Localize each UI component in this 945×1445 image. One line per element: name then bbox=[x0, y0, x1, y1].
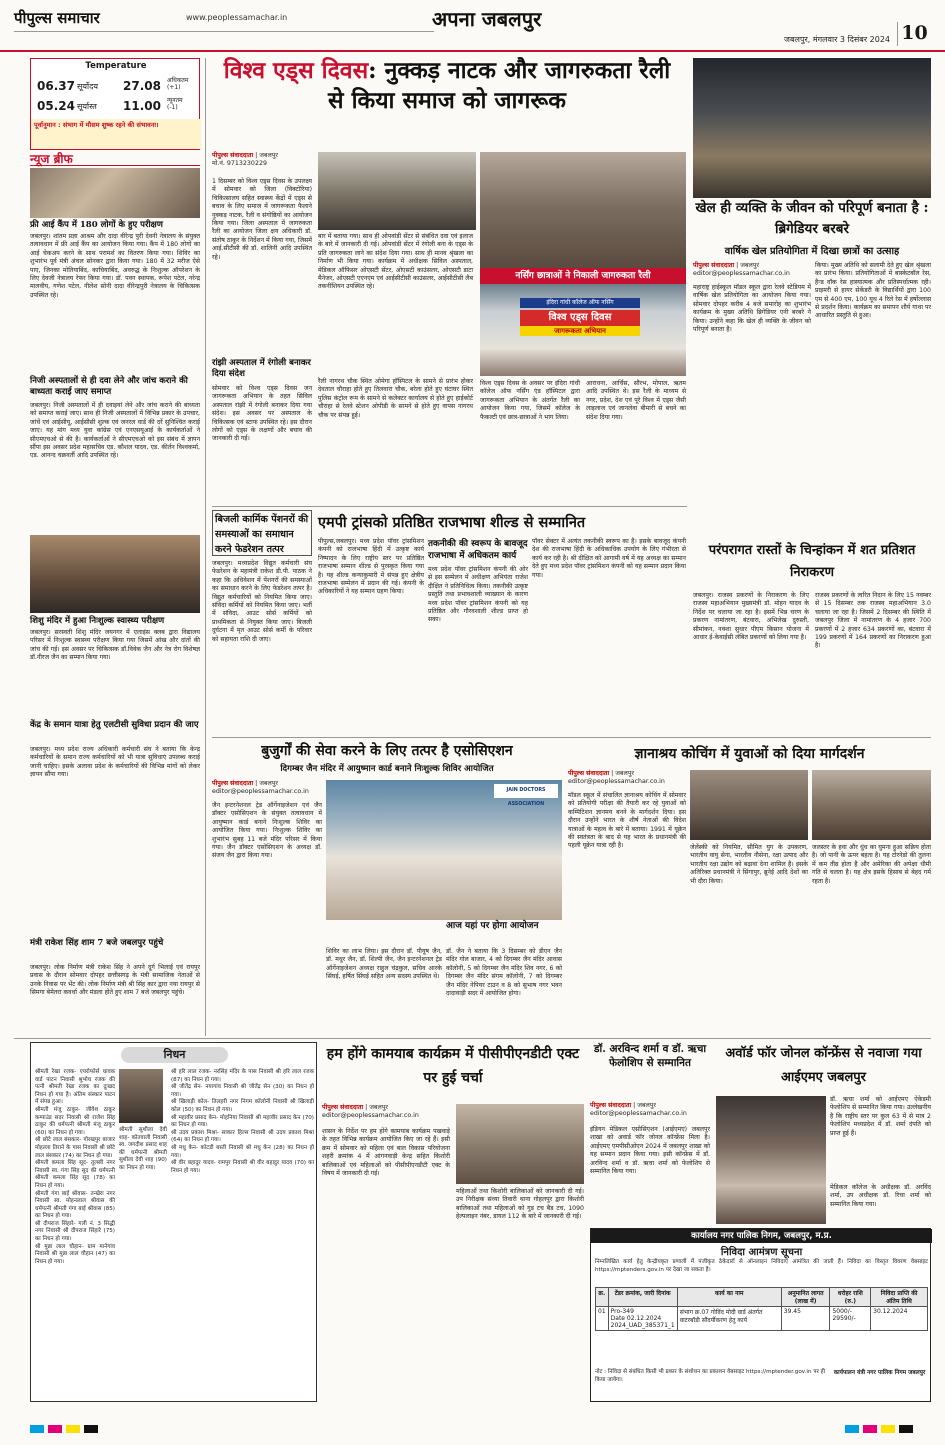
registration-mark bbox=[863, 1425, 877, 1433]
registration-mark bbox=[84, 1425, 98, 1433]
obituary-item: श्रीमती मंजू ठाकुर- जीवेश ठाकुर कम्पाउंड सदर निवासी श्री राजेश सिंह ठाकुर की धर्मपत्नी श्रीमती मंजू ठाकुर (60) का निधन हो गया। bbox=[35, 1106, 115, 1136]
pcpndt-headline: हम होंगे कामयाब कार्यक्रम में पीसीपीएनडीटी एक्ट पर हुई चर्चा bbox=[326, 1046, 580, 1086]
obituary-col-left bbox=[35, 1069, 115, 1399]
sports-body-1: महाराष्ट्र हाईस्कूल मॉडल स्कूल द्वारा रेलवे स्टेडियम में वार्षिक खेल प्रतियोगिता का आयोजन किया गया। सोमवार दोपहर करीब 4 बजे समारोह का शुभारंभ कार्यक्रम के मुख्य अतिथि ब्रिगेडियर एनी बरबरे ने किया। उन्होंने कहा कि खेल ही व्यक्ति के जीवन को परिपूर्ण बनाता है। bbox=[693, 284, 811, 334]
ima-photo bbox=[716, 1096, 826, 1224]
col-header: टेंडर क्रमांक, जारी दिनांक bbox=[608, 1288, 677, 1307]
lead-headline-red: विश्व एड्स दिवस bbox=[223, 57, 369, 84]
col-header: धरोहर राशि (रु.) bbox=[830, 1288, 871, 1307]
cell-cost: 39.45 bbox=[781, 1307, 830, 1331]
rajbhasha-headline: एमपी ट्रांसको प्रतिष्ठित राजभाषा शील्ड से सम्मानित bbox=[318, 514, 586, 531]
obituary-item: श्री मुन्ना लाल चौहान- ग्राम मानेगांव निवासी श्री मुन्ना लाल चौहान (47) का निधन हो गया। bbox=[35, 1243, 115, 1265]
weather-box bbox=[30, 58, 200, 150]
masthead-rule bbox=[14, 31, 434, 32]
lead-subhead-ranjhi: रांझी अस्पताल में रंगोली बनाकर दिया संदेश bbox=[212, 358, 311, 379]
section-rule bbox=[14, 1038, 931, 1039]
coaching-email[interactable]: editor@peoplessamachar.co.in bbox=[568, 778, 665, 785]
lead-headline bbox=[212, 56, 682, 148]
pcpndt-email[interactable]: editor@peoplessamachar.co.in bbox=[322, 1112, 419, 1119]
obituary-item: श्री मधु केन- कोटडी बस्ती निवासी श्री मधु केन (28) का निधन हो गया। bbox=[171, 1144, 314, 1159]
coaching-headline: ज्ञानाश्रय कोचिंग में युवाओं को दिया मार्गदर्शन bbox=[634, 746, 865, 762]
pensioners-headline: बिजली कार्मिक पेंशनरों की समस्याओं का समाधान करने फेडरेशन तत्पर bbox=[212, 510, 312, 556]
pcpndt-body-1: शासन के निर्देश पर हम होंगे कामयाब कार्यक्रम पखवाड़े के तहत विभिन्न कार्यक्रम आयोजित किए जा रहे हैं। इसी क्रम में सोमवार को महिला एवं बाल विकास परियोजना शहरी क्रमांक 4 में आंगनवाड़ी केन्द्र सहित किशोरी बालिकाओं एवं महिलाओं को पीसीपीएनडीटी एक्ट के विषय में जानकारी दी गई। bbox=[322, 1128, 450, 1178]
obituary-item: श्री उदय प्रकाश मिश्रा- साकार हिल्स निवासी श्री उदय प्रकाश मिश्रा (64) का निधन हो गया। bbox=[171, 1129, 314, 1144]
obituary-item: श्रीमती रेखा रजक- एयरोफोर्स धावक वार्ड पाटन निवासी श्रुभोध रजक की पत्नी श्रीमती रेखा रजक का दुःखद निधन हो गया है। अंतिम संस्कार पाटन में संपन्न हुआ। bbox=[35, 1069, 115, 1106]
health-camp-photo bbox=[30, 535, 200, 613]
eye-camp-photo bbox=[30, 168, 200, 218]
brief-headline-4: केंद्र के समान यात्रा हेतु एलटीसी सुविधा प्रदान की जाए bbox=[30, 720, 199, 730]
tender-office: कार्यालय नगर पालिक निगम, जबलपुर, म.प्र. bbox=[591, 1229, 932, 1243]
elderly-body-1: जैन इन्टरनेशनल ट्रेड ऑर्गेनाइजेशन एवं जैन डॉक्टर एसोसिएशन के संयुक्त तत्वावधान में आयुष्मान कार्ड बनाने निःशुल्क शिविर का आयोजित किया गया। निःशुल्क शिविर का शुभारंभ सुबह 11 बजे मंदिर परिसर में किया गया। जैन डॉक्टर एसोसिएशन के अध्यक्ष डॉ. संजय जैन द्वारा किया गया। bbox=[212, 802, 322, 860]
min-temp: 11.00 bbox=[123, 99, 161, 113]
sports-headline: खेल ही व्यक्ति के जीवन को परिपूर्ण बनाता है : ब्रिगेडियर बरबरे bbox=[695, 200, 929, 237]
obituary-item: श्रीमती कमला सिंह सूद- तुलसी नगर निवासी स्व. गंगा सिंह सूद की धर्मपत्नी श्रीमती कमला सिंह सूद (78) का निधन हो गया। bbox=[35, 1160, 115, 1189]
doctors-headline: डॉ. अरविन्द शर्मा व डॉ. ऋचा फेलोशिप से सम्मानित bbox=[593, 1043, 707, 1069]
weather-title: Temperature bbox=[85, 61, 147, 71]
boundary-body-2: राजस्व प्रकरणों के त्वरित निदान के लिए 15 नवम्बर से 15 दिसम्बर तक राजस्व महाअभियान 3.0 चलाया जा रहा है। जिसमें 2 दिसम्बर की स्थिति में जबलपुर जिला में नामांतरण के 4 हजार 700 प्रकरणों में 2 हजार 634 प्रकरणों का, बंटवारा में 199 प्रकरणों में 164 प्रकरणों का निराकरण हुआ है। bbox=[815, 592, 931, 650]
coaching-photo-1 bbox=[690, 770, 808, 840]
brief-body-3: जबलपुर। सरस्वती शिशु मंदिर जयनगर में एलाइंस क्लब द्वारा विद्यालय परिसर में निःशुल्क स्वास्थ्य परीक्षण किया गया जिसमें आंख और दांतों की जांच की गई। इस अवसर पर चिकित्सक डॉ.विवेक जैन और नेत्र रोग विशेषज्ञ डॉ.नीरज जैन का सम्मान किया गया। bbox=[30, 629, 200, 662]
page-number: 10 bbox=[897, 22, 931, 46]
obituary-title: निधन bbox=[121, 1047, 228, 1063]
nursing-rally-photo bbox=[480, 284, 686, 376]
column-rule bbox=[205, 58, 206, 1036]
table-row bbox=[596, 1307, 928, 1331]
tender-intro: निम्नलिखित कार्य हेतु केन्द्रीयकृत प्रणाली में पंजीकृत ठेकेदारों से ऑनलाइन निविदाएँ आमंत्रित की जाती हैं। निविदा का विस्तृत विवरण वेबसाइट https://mptenders.gov.in पर देखा जा सकता है। bbox=[595, 1259, 928, 1273]
rajbhasha-sub-body-2: पॉवर सेक्टर में अत्यंत तकनीकी स्वरूप का है। इसके बावजूद कंपनी देश की राजभाषा हिंदी के अधिकाधिक उपयोग के लिए गंभीरता से कार्य कर रही है। श्री दीक्षित को आगामी वर्ष में यह अध्यक्ष का सम्मान देते हुए मध्य प्रदेश पॉवर ट्रांसमिशन कंपनी को यह सम्मान प्रदान किया गया। bbox=[532, 538, 686, 579]
obituary-item: श्री खिलाड़ी कोल- तिलहरी नगर निगम कॉलोनी निवासी श्री खिलाड़ी कोल (50) का निधन हो गया। bbox=[171, 1099, 314, 1113]
coaching-body-3: जलस्तर के हवा और धुंध का घुमना हुआ सक्रिय होता है। जो पानी के ऊपर बहता है। यह टोरनेडो की तुलना में कम तीव्र होता है और अमेरिका की अपेक्षा धीमी गति से चलता है। यह क्षेत्र इसके हिसाब से बेहद गर्म रहता है। bbox=[812, 844, 931, 885]
obituary-item: श्री हरि लाल रजक- नरसिंह मंदिर के पास निवासी श्री हरि लाल रजक (87) का निधन हो गया। bbox=[171, 1069, 314, 1083]
issue-date: जबलपुर, मंगलवार 3 दिसंबर 2024 bbox=[784, 35, 890, 44]
lead-body-1: 1 दिसम्बर को विश्व एड्स दिवस के उपलक्ष्य में सोमवार को जिला (विक्टोरिया) चिकित्सालय सहित स्वास्थ्य केंद्रों में एड्स से बचाव के लिए समाज में जागरूकता फैलाने नुक्कड़ नाटक, रैली व संगोष्ठियों का आयोजन किया गया। जिला अस्पताल में जागरुकता रैली का आयोजन जिला क्षय अधिकारी डॉ. संतोष ठाकुर के निर्देशन में किया गया, जिसमें आई.सीटीसी की डॉ. शालिनी आदि उपस्थित रहे। bbox=[212, 178, 312, 261]
registration-mark bbox=[899, 1425, 913, 1433]
coaching-body-1: मॉडल स्कूल में संचालित ज्ञानाश्रय कोचिंग में सोमवार को प्रतियोगी परीक्षा की तैयारी कर रहे युवाओं को कम्पिटिशन ज्ञानमय बनने के मार्गदर्शन दिया। इस दौरान उन्होंने भारत के शीर्ष नेताओं की विदेश यात्राओं के महत्व के बारे में बताया। 1991 में यूक्रेन की स्वतंत्रता के बाद से यह भारत के प्रधानमंत्री की पहली यूक्रेन यात्रा रही है। bbox=[568, 792, 686, 850]
sports-byline: पीपुल्स संवाददाता | जबलपुर editor@peoplessamachar.co.in bbox=[693, 262, 790, 277]
brief-body-4: जबलपुर। मध्य प्रदेश राज्य अधिकारी कर्मचारी संघ ने बताया कि केन्द्र कर्मचारियों के समान राज्य कर्मचारियों को भी यात्रा सुविधाएं उपलब्ध कराई जानी चाहिए। इसके अलावा प्रदेश के कर्मचारियों की विभिन्न मांगों को लेकर ज्ञापन सौंपा गया। bbox=[30, 746, 200, 779]
obituary-item: श्रीमती गंगा बाई श्रीवास- तन्खेरा नगर निवासी स्व. मोहनलाल श्रीवास की धर्मपत्नी श्रीमती गंगा बाई श्रीवास (85) का निधन हो गया। bbox=[35, 1190, 115, 1220]
brief-body-5: जबलपुर। लोक निर्माण मंत्री राकेश सिंह ने अपने दूर्ग भिलाई एवं रायपुर प्रवास के दौरान सोमवार दोपहर छत्तीसगढ़ के मंत्री सामाजिक नेताओं से उनके निवास पर भेंट की। लोक निर्माण मंत्री श्री सिंह कार द्वारा नया रायपुर से सिमगा बेमेतरा कवर्धा और मंडला होते हुए शाम 7 बजे जबलपुर पहुंचे। bbox=[30, 964, 200, 997]
brief-headline-2: निजी अस्पतालों से ही दवा लेने और जांच कराने की बाध्यता कराई जाए समाप्त bbox=[30, 376, 188, 397]
website[interactable]: www.peoplessamachar.in bbox=[186, 13, 288, 22]
elderly-photo bbox=[326, 780, 562, 920]
obituary-item: श्री दीपराज सिंहारे- गली नं. 3 सिद्धी नगर निवासी श्री दीपराज सिंहारे (75) का निधन हो गया। bbox=[35, 1220, 115, 1243]
lead-body-4: रैली नागरथ चौक स्थित ओमेगा हॉस्पिटल के सामने से प्रारंभ होकर देवताल चौराहा होते हुए तिलवारा चौक, बरेला होते हुए घंटाघर स्थित पुलिस कंट्रोल रूम के सामने से कलेक्टर कार्यालय से होते हुए हाईकोर्ट चौराहा से रेलवे स्टेशन ओपीडी के सामने से होते हुए वापस नागरथ चौक पर संपन्न हुई। bbox=[318, 378, 473, 419]
lead-body-3: बार में बताया गया। साथ ही ओपवांडी सेंटर से संबंधित दवा एवं इलाज के बारे में जानकारी दी गई। ओपवांडी सेंटर में रंगोली बना के एड्स के प्रति जागरुकता लाने का संदेश दिया गया। साथ ही मानव श्रृंखला का निर्माण भी किया गया। कार्यक्रम में अधीक्षक सिविल अस्पताल, मेडिकल ऑफिसर ओएसटी सेंटर, ओएसटी काउंसलर, ओएसटी डाटा मैनेजर, ओएसटी एएनएम एवं आईसीटीसी काउंसलर, आईसीटीसी लैब तकनीशियन उपस्थित रहे। bbox=[318, 233, 473, 291]
col-header: अनुमानित लागत (लाख में) bbox=[781, 1288, 830, 1307]
registration-mark bbox=[48, 1425, 62, 1433]
boundary-headline: परंपरागत रास्तों के चिन्हांकन में शत प्रतिशत निराकरण bbox=[708, 543, 916, 580]
rajbhasha-body: पीपुल्स,जबलपुर। मध्य प्रदेश पॉवर ट्रांसमिशन कंपनी को राजभाषा हिंदी में उत्कृष्ट कार्य निष्पादन के लिए राष्ट्रीय स्तर पर प्रतिष्ठित राजभाषा सम्मान शील्ड से पुरस्कृत किया गया है। यह शील्ड कन्याकुमारी में संपन्न हुए क्षेत्रीय राजभाषा सम्मेलन में प्रदान की गई। कंपनी के अधिकारियों ने यह सम्मान ग्रहण किया। bbox=[318, 538, 424, 596]
tender-footer: नोट : निविदा से संबंधित किसी भी प्रकार के संशोधन का प्रकाशन वेबसाइट https://mptender.gov.in पर ही किया जायेगा। bbox=[595, 1369, 825, 1383]
tender-table-grid bbox=[595, 1287, 928, 1331]
nursing-caption-bar: नर्सिंग छात्राओं ने निकाली जागरुकता रैली bbox=[480, 268, 686, 284]
tender-title: निविदा आमंत्रण सूचना bbox=[720, 1247, 803, 1258]
obituary-photo bbox=[119, 1069, 163, 1123]
obituary-item: श्री छोटे लाल बंसकार- गोरखपुर बाजार मोहल्ला तिराने के पास निवासी श्री छोटे लाल बंसकार (74) का निधन हो गया। bbox=[35, 1137, 115, 1159]
section-rule bbox=[212, 737, 931, 738]
banner-aids-day: विश्व एड्स दिवस bbox=[520, 310, 640, 326]
lead-photo-group bbox=[480, 152, 686, 268]
doctors-email[interactable]: editor@peoplessamachar.co.in bbox=[590, 1110, 687, 1117]
brief-headline-5: मंत्री राकेश सिंह शाम 7 बजे जबलपुर पहुंचे bbox=[30, 938, 164, 948]
cell-last-date: 30.12.2024 bbox=[871, 1307, 928, 1331]
max-label: अधिकतम (+1) bbox=[167, 77, 189, 91]
logo[interactable]: पीपुल्स समाचार bbox=[14, 9, 100, 27]
registration-mark bbox=[881, 1425, 895, 1433]
tender-signature: कार्यपालन यंत्री नगर पालिक निगम जबलपुर bbox=[833, 1370, 926, 1376]
banner-college: इंदिरा गांधी कॉलेज ऑफ नर्सिंग bbox=[520, 298, 640, 308]
sports-subhead: वार्षिक खेल प्रतियोगिता में दिखा छात्रों का उत्साह bbox=[724, 246, 900, 257]
nursing-body-2: आराधना, आर्चिस, सौरभ, मोपाल, ऋतम आदि उपस्थित थे। इस रैली के माध्यम से नगर, प्रदेश, देश एवं पूरे विश्व में एड्स जैसी लाइलाज एवं जानलेवा बीमारी से बचने का संदेश दिया गया। bbox=[586, 380, 686, 421]
sunset-time: 05.24 bbox=[37, 99, 75, 113]
news-brief-title: न्यूज ब्रीफ bbox=[30, 150, 200, 166]
sunrise-time: 06.37 bbox=[37, 79, 75, 93]
coaching-byline: पीपुल्स संवाददाता | जबलपुर editor@peoplessamachar.co.in bbox=[568, 770, 665, 785]
elderly-headline: बुजुर्गों की सेवा करने के लिए तत्पर है एसोसिएशन bbox=[261, 743, 513, 759]
obituary-col-mid bbox=[119, 1127, 167, 1399]
col-header: निविदा प्राप्ति की अंतिम तिथि bbox=[871, 1288, 928, 1307]
cell-work: संभाग क्र.07 गोविंद मोदी वार्ड अंतर्गत वाटरबॉडी सौंदर्यीकरण हेतु कार्य bbox=[677, 1307, 781, 1331]
max-temp: 27.08 bbox=[123, 79, 161, 93]
lead-byline: पीपुल्स संवाददाता | जबलपुर मो.नं. 9713230229 bbox=[212, 152, 278, 167]
cell-deposit: 5000/- 29590/- bbox=[830, 1307, 871, 1331]
col-header: कार्य का नाम bbox=[677, 1288, 781, 1307]
registration-mark bbox=[30, 1425, 44, 1433]
pcpndt-photo bbox=[456, 1104, 584, 1184]
lead-photo-rally bbox=[318, 152, 476, 230]
weather-forecast: पूर्वानुमान : संभाग में मौसम शुष्क रहने की संभावना। bbox=[31, 119, 201, 149]
doctors-byline: पीपुल्स संवाददाता | जबलपुर editor@peoplessamachar.co.in bbox=[590, 1102, 687, 1117]
ima-body-2: मेडिकल कॉलेज के अधीक्षक डॉ. अरविंद शर्मा, उप अधीक्षक डॉ. रिचा शर्मा को सम्मानित किया गया। bbox=[830, 1184, 931, 1208]
sports-photo bbox=[693, 58, 931, 198]
sunset-label: सूर्यास्त bbox=[77, 102, 97, 111]
obituary-item: श्रीमती सुशीला देवी शाह- कोतवाली निवासी स्व. जगदीश प्रसाद शाह की धर्मपत्नी श्रीमती सुशीला देवी शाह (90) का निधन हो गया। bbox=[119, 1127, 167, 1171]
sports-email[interactable]: editor@peoplessamachar.co.in bbox=[693, 270, 790, 277]
pcpndt-byline: पीपुल्स संवाददाता | जबलपुर editor@peoplessamachar.co.in bbox=[322, 1104, 419, 1119]
lead-headline-black: : नुक्कड़ नाटक और जागरुकता रैली से किया समाज को जागरूक bbox=[328, 57, 671, 114]
obituary-item: श्री महावीर प्रसाद केन- मोहनिया निवासी श्री महावीर प्रसाद केन (70) का निधन हो गया। bbox=[171, 1114, 314, 1129]
boundary-body-1: जबलपुर। राजस्व प्रकरणों के निराकरण के लिए राजस्व महाअभियान मुख्यमंत्री डॉ. मोहन यादव के निर्देश पर चलाया जा रहा है। इसमें भिन्न चरण के प्रकरण नामांतरण, बंटवारा, अभिलेख दुरुस्ती, सीमांकन, नक्शा सुधार पीएम किसान योजना में आधार ई-केवाईसी लंबित प्रकरणों को लिया गया है। bbox=[693, 592, 809, 642]
obituary-col-right bbox=[171, 1069, 314, 1399]
ima-headline: अवॉर्ड फॉर जोनल कॉन्फ्रेंस से नवाजा गया आईएमए जबलपुर bbox=[725, 1046, 922, 1085]
tender-notice bbox=[590, 1228, 931, 1402]
sunrise-label: सूर्योदय bbox=[77, 82, 99, 91]
sports-body-2: किया। मुख्य अतिथि को सलामी देते हुए खेल श्रृंखला का प्रारंभ किया। प्रतियोगिताओं में बास्केटबॉल रेस, हैन्ड वॉक रेस हास्यात्मक और प्रतिस्पर्धात्मक रही। प्राइमरी से हायर सेकेंडरी के विद्यार्थियों द्वारा 100 एम से 400 एम, 100 यूथ 4 रिले रेस में हर्षोल्लास से प्रदर्शन किया। कार्यक्रम का समापन शौर्य गाथा पर आधारित प्रस्तुति से हुआ। bbox=[815, 262, 931, 320]
coaching-body-2: जेलेंस्की को नियमित, सीमित युग के उपकरण, भारतीय वायु सेना, भारतीय नौसेना, रक्षा उत्पाद और भारतीय रक्षा उद्योग को बढ़ावा देना शामिल है। इसके अतिरिक्त प्रधानमंत्री ने सिंगापुर, ब्रुनेई आदि देशों का भी दौरा किया। bbox=[690, 844, 808, 885]
today-headline: आज यहां पर होगा आयोजन bbox=[446, 921, 539, 931]
elderly-byline: पीपुल्स संवाददाता | जबलपुर editor@peoplessamachar.co.in bbox=[212, 780, 309, 795]
obituary-item: श्री जीतेंद्र सेन- नयागांव निवासी श्री जीतेंद्र सेन (30) का निधन हो गया। bbox=[171, 1084, 314, 1098]
today-body: डॉ. जैन ने बताया कि 3 दिसम्बर को डीएन जैन मंदिर गोल बाजार, 4 को दिगम्बर जैन मंदिर आवास कॉलोनी, 5 को दिगम्बर जैन मंदिर शिव नगर, 6 को दिगम्बर जैन मंदिर संगम कॉलोनी, 7 को दिगम्बर जैन मंदिर नेपियर टाउन व 8 को सुभाष नगर भवन दादावाड़ी सदर में आयोजित होगा। bbox=[446, 948, 562, 998]
section-title: अपना जबलपुर bbox=[432, 7, 542, 31]
lead-body-2: सोमवार को विश्व एड्स दिवस जन जागरूकता अभियान के तहत सिविल अस्पताल रांझी में रंगोली बनाकर दिया गया संदेश। इस अवसर पर अस्पताल के चिकित्सक एवं स्टाफ उपस्थित रहे। इस दौरान लोगों को एड्स के लक्षणों और बचाव की जानकारी दी गई। bbox=[212, 385, 312, 443]
elderly-subhead: दिगम्बर जैन मंदिर में आयुष्मान कार्ड बनाने निःशुल्क शिविर आयोजित bbox=[280, 764, 494, 774]
table-header-row bbox=[596, 1288, 928, 1307]
rajbhasha-subhead: तकनीकी की स्वरूप के बावजूद राजभाषा में अधिकतम कार्य bbox=[428, 539, 528, 561]
elderly-body-2: शिविर का लाभ लिया। इस दौरान डॉ. पीयूष जैन, डॉ. मधुर जैन, डॉ. शिल्पी जैन, जैन इन्टरनेशनल ट्रेड ऑर्गेनाइजेशन अध्यक्ष राहुल चंद्रकुल, सचिव आरके सिंघई, हर्षित सिंघई सहित अन्य सदस्य उपस्थित थे। bbox=[326, 948, 442, 981]
nursing-body-1: विश्व एड्स दिवस के अवसर पर इंदिरा गांधी कॉलेज ऑफ नर्सिंग एंड हॉस्पिटल द्वारा जागरूकता अभियान के अंतर्गत रैली का आयोजन किया गया, जिसमें कॉलेज के फैकल्टी एवं छात्र-छात्राओं ने भाग लिया। bbox=[480, 380, 580, 421]
brief-headline-3: शिशु मंदिर में हुआ निःशुल्क स्वास्थ्य परीक्षण bbox=[30, 616, 165, 626]
registration-mark bbox=[845, 1425, 859, 1433]
brief-body-1: जबलपुर। शांतम प्रज्ञा आश्रम और दादा वीरेन्द्र पुरी देवनी नेत्रालय के संयुक्त तत्वावधान में फ्री आई कैंप का आयोजन किया गया। कैंप में 180 लोगों का आई चेकअप करने के साथ परामर्श का वितरण किया गया। शिविर का शुभारंभ पूर्व मंत्री अंचल सोनकर द्वारा किया गया। 180 में 32 मरीज ऐसे पाए, जिनका मोतियाबिंद, काचियाबिंद, अवरुद्ध के निःशुल्क ऑपरेशन के लिए देवजी नेत्रालय रेफर किया गया। डॉ. पवन स्थापक, रूपेश पटेल, नरेन्द्र मालवीय, गणेश पटेल, नीलेश सोनी दादा वीरेन्द्रपुरी नेत्रालय के चिकित्सक उपस्थित रहे। bbox=[30, 233, 200, 299]
banner-awareness: जागरूकता अभियान bbox=[520, 326, 640, 336]
cell-sno: 01 bbox=[596, 1307, 609, 1331]
brief-headline-1: फ्री आई कैंप में 180 लोगों के हुए परीक्षण bbox=[30, 220, 163, 230]
masthead bbox=[0, 0, 945, 52]
section-rule bbox=[212, 506, 687, 507]
obituary-item: श्री वीर बहादुर यादव- रामपुर निवासी श्री वीर बहादुर यादव (70) का निधन हो गया। bbox=[171, 1160, 314, 1174]
obituary-box bbox=[30, 1042, 317, 1402]
elderly-email[interactable]: editor@peoplessamachar.co.in bbox=[212, 788, 309, 795]
brief-body-2: जबलपुर। निजी अस्पतालों में ही दवाइयां लेने और जांच कराने की बाध्यता को समाप्त कराई जाए। साथ ही निजी अस्पतालों में विभिन्न प्रकार के उपचार, जांचें एवं आईसीयू, आईसीसी शुल्क एवं जनरल वार्ड की दरें सुनिश्चित कराई जाए। यह मांग मध्य युवा कांग्रेस एवं एनएसयूआई के कार्यकर्ताओं ने सीएमएचओ से की है। कार्यकर्ताओं ने सीएमएचओ को इस संबंध में ज्ञापन सौंपा इस अवसर प्रदेश महासचिव एड. कौशल यादव, एड. कीर्तन विश्वकर्मा, एड. आनन्द चक्रवर्ती आदि उपस्थित रहे। bbox=[30, 402, 200, 460]
doctors-body: इंडियन मेडिकल एसोसिएशन (आईएमए) जबलपुर शाखा को अवार्ड फॉर जोनल कॉन्फ्रेंस मिला है। आईएमए एमपीसीओएन 2024 में जबलपुर शाखा को यह सम्मान प्रदान किया गया। इसी कॉन्फ्रेंस में डॉ. अरविन्द शर्मा व डॉ. ऋचा शर्मा को फेलोशिप से सम्मानित किया गया। bbox=[590, 1126, 710, 1176]
min-label: न्यूनतम (-1) bbox=[167, 97, 183, 111]
pensioners-body: जबलपुर। मध्यप्रदेश विद्युत कर्मचारी संघ फेडरेशन के महामंत्री राकेश डी.पी. पाठक ने कहा कि अधिवेशन में पेंशनरों की समस्याओं का समाधान करने के लिए फेडरेशन तत्पर है। विद्युत कर्मचारियों को नियमित किया जाए। संविदा कर्मियों को नियमित किया जाए। भर्ती में संविदा, आउट सोर्स कर्मियों को प्राथमिकता से नियुक्त किया जाए। बिजली दुर्घटना में मृत आउट सोर्स कर्मी के परिवार को सहायता राशि दी जाए। bbox=[212, 560, 312, 643]
rajbhasha-sub-body: मध्य प्रदेश पॉवर ट्रांसमिशन कंपनी की ओर से इस सम्मेलन में अधीक्षण अभियंता राजेश दीक्षित ने प्रतिनिधित्व किया। तकनीकी उत्कृष्ट प्रस्तुति तथा प्रभावशाली व्याख्यान के कारण मध्य प्रदेश पॉवर ट्रांसमिशन कंपनी को यह प्रतिष्ठित और गौरवशाली शील्ड प्राप्त हो सका। bbox=[428, 566, 528, 624]
col-header: क्र. bbox=[596, 1288, 609, 1307]
ima-body-1: डॉ. ऋचा शर्मा को आईएमए ऐकेडमी फेलोशिप से सम्मानित किया गया। उल्लेखनीय है कि राष्ट्रीय स्तर पर कुल 63 में से मात्र 2 फेलोशिप मध्यप्रदेश में डॉ. शर्मा दंपति को प्राप्त हुई हैं। bbox=[830, 1096, 931, 1137]
tender-table bbox=[595, 1287, 928, 1365]
registration-mark bbox=[66, 1425, 80, 1433]
cell-tender-no: Pro-349 Date 02.12.2024 2024_UAD_385371_1 bbox=[608, 1307, 677, 1331]
coaching-photo-2 bbox=[812, 770, 931, 840]
jain-doctors-banner: JAIN DOCTORS ASSOCIATION bbox=[494, 784, 558, 798]
pcpndt-body-2: महिलाओं तथा किशोरी बालिकाओं को जानकारी दी गई। उप निरीक्षक संध्या तिवारी थाना गोहलपुर द्वारा किशोरी बालिकाओं तथा महिलाओं को गुड टच बैड टच, 1090 हेल्पलाइन नंबर, डायल 112 के बारे में जानकारी दी गई। bbox=[456, 1188, 584, 1221]
